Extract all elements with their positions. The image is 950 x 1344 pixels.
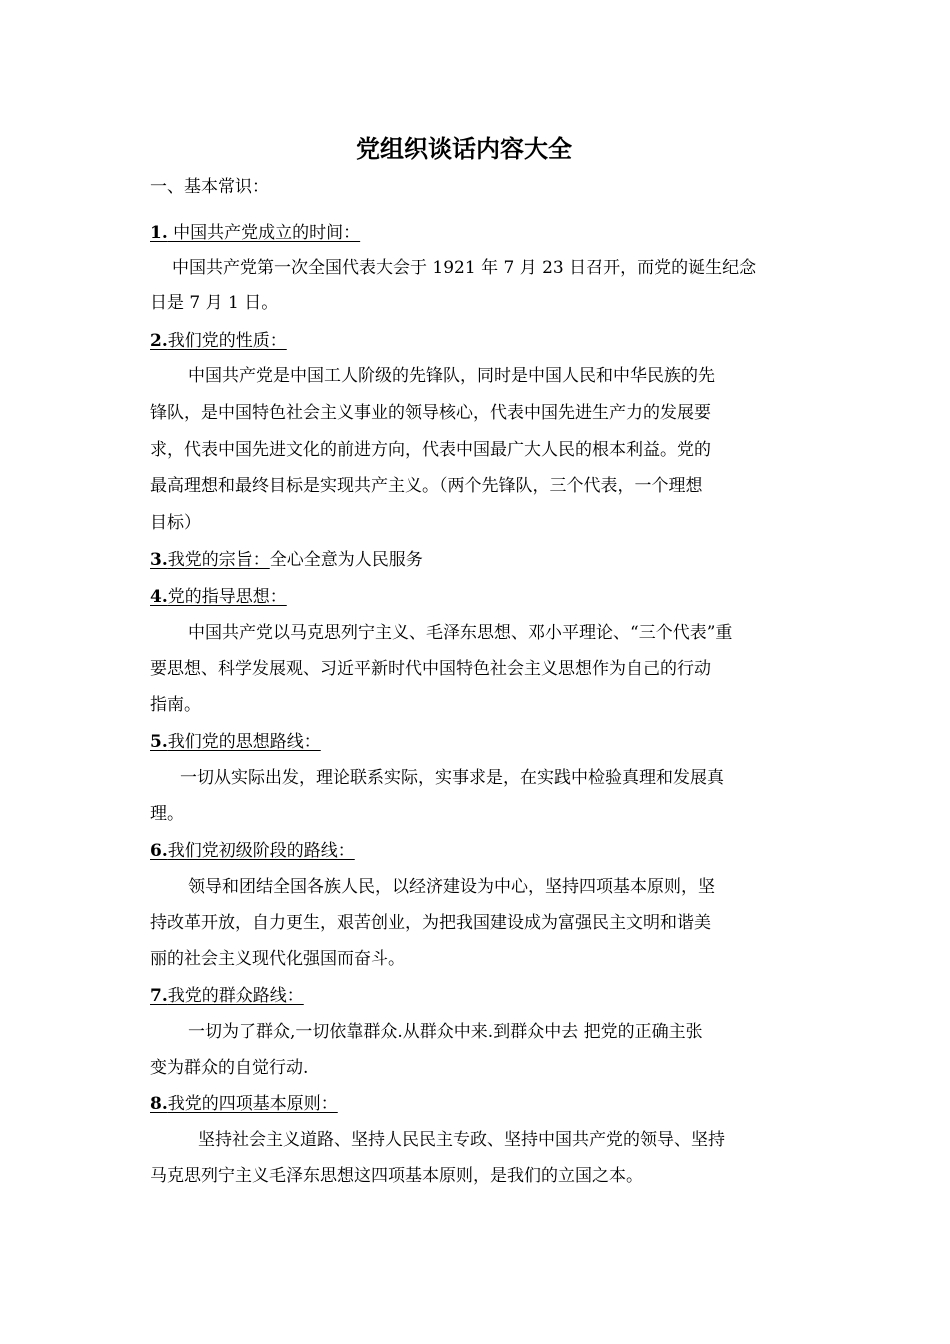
- section-heading: 一、基本常识：: [150, 177, 269, 197]
- item-2-line-1: 中国共产党是中国工人阶级的先锋队，同时是中国人民和中华民族的先: [188, 366, 715, 386]
- item-4-line-1: 中国共产党以马克思列宁主义、毛泽东思想、邓小平理论、“三个代表”重: [188, 623, 733, 643]
- item-6-line-2: 持改革开放，自力更生，艰苦创业，为把我国建设成为富强民主文明和谐美: [150, 913, 711, 933]
- item-title: 我党的四项基本原则：: [167, 1094, 338, 1114]
- item-heading-text: [150, 732, 321, 752]
- item-heading-text: [150, 587, 287, 607]
- item-title: 我们党的思想路线：: [167, 732, 321, 752]
- item-1-heading: [150, 220, 360, 246]
- item-7-line-2: 变为群众的自觉行动.: [150, 1058, 309, 1078]
- item-2-line-5: 目标）: [150, 513, 201, 533]
- item-2-line-2: 锋队，是中国特色社会主义事业的领导核心，代表中国先进生产力的发展要: [150, 403, 711, 423]
- item-heading-text: [150, 841, 355, 861]
- item-number: 2.: [150, 331, 168, 351]
- item-number: 5.: [150, 732, 168, 752]
- item-number: 1.: [150, 223, 168, 243]
- item-number: 4.: [150, 587, 168, 607]
- item-title: 我党的宗旨：: [167, 550, 270, 570]
- item-5-line-1: 一切从实际出发，理论联系实际，实事求是，在实践中检验真理和发展真: [180, 768, 724, 788]
- item-number: 3.: [150, 550, 168, 570]
- item-5-heading: [150, 729, 321, 755]
- item-title: 中国共产党成立的时间：: [167, 223, 361, 243]
- item-number: 8.: [150, 1094, 168, 1114]
- page-title: 党组织谈话内容大全: [356, 135, 572, 163]
- item-3-heading: [150, 547, 423, 573]
- item-2-line-4: 最高理想和最终目标是实现共产主义。（两个先锋队，三个代表，一个理想: [150, 476, 703, 496]
- item-8-heading: [150, 1091, 338, 1117]
- item-6-heading: [150, 838, 355, 864]
- item-5-line-2: 理。: [150, 804, 184, 824]
- item-title: 党的指导思想：: [167, 587, 287, 607]
- item-heading-text: [150, 331, 287, 351]
- item-heading-text: [150, 986, 304, 1006]
- item-6-line-1: 领导和团结全国各族人民，以经济建设为中心，坚持四项基本原则，坚: [188, 877, 715, 897]
- item-title: 我党的群众路线：: [167, 986, 304, 1006]
- item-heading-text: [150, 550, 270, 570]
- item-2-heading: [150, 328, 287, 354]
- item-number: 7.: [150, 986, 168, 1006]
- item-1-line-2: 日是 7 月 1 日。: [150, 293, 279, 313]
- item-heading-text: [150, 1094, 338, 1114]
- item-title: 我们党初级阶段的路线：: [167, 841, 355, 861]
- item-6-line-3: 丽的社会主义现代化强国而奋斗。: [150, 949, 405, 969]
- item-2-line-3: 求，代表中国先进文化的前进方向，代表中国最广大人民的根本利益。党的: [150, 440, 711, 460]
- item-4-heading: [150, 584, 287, 610]
- item-7-line-1: 一切为了群众,一切依靠群众.从群众中来.到群众中去 把党的正确主张: [188, 1022, 703, 1042]
- item-8-line-2: 马克思列宁主义毛泽东思想这四项基本原则，是我们的立国之本。: [150, 1166, 643, 1186]
- item-7-heading: [150, 983, 304, 1009]
- item-8-line-1: 坚持社会主义道路、坚持人民民主专政、坚持中国共产党的领导、坚持: [198, 1130, 725, 1150]
- item-4-line-2: 要思想、科学发展观、习近平新时代中国特色社会主义思想作为自己的行动: [150, 659, 711, 679]
- item-1-line-1: 中国共产党第一次全国代表大会于 1921 年 7 月 23 日召开，而党的诞生纪念: [172, 258, 757, 278]
- item-heading-text: [150, 223, 360, 243]
- item-number: 6.: [150, 841, 168, 861]
- item-4-line-3: 指南。: [150, 695, 201, 715]
- item-3-value: 全心全意为人民服务: [269, 550, 423, 570]
- item-title: 我们党的性质：: [167, 331, 287, 351]
